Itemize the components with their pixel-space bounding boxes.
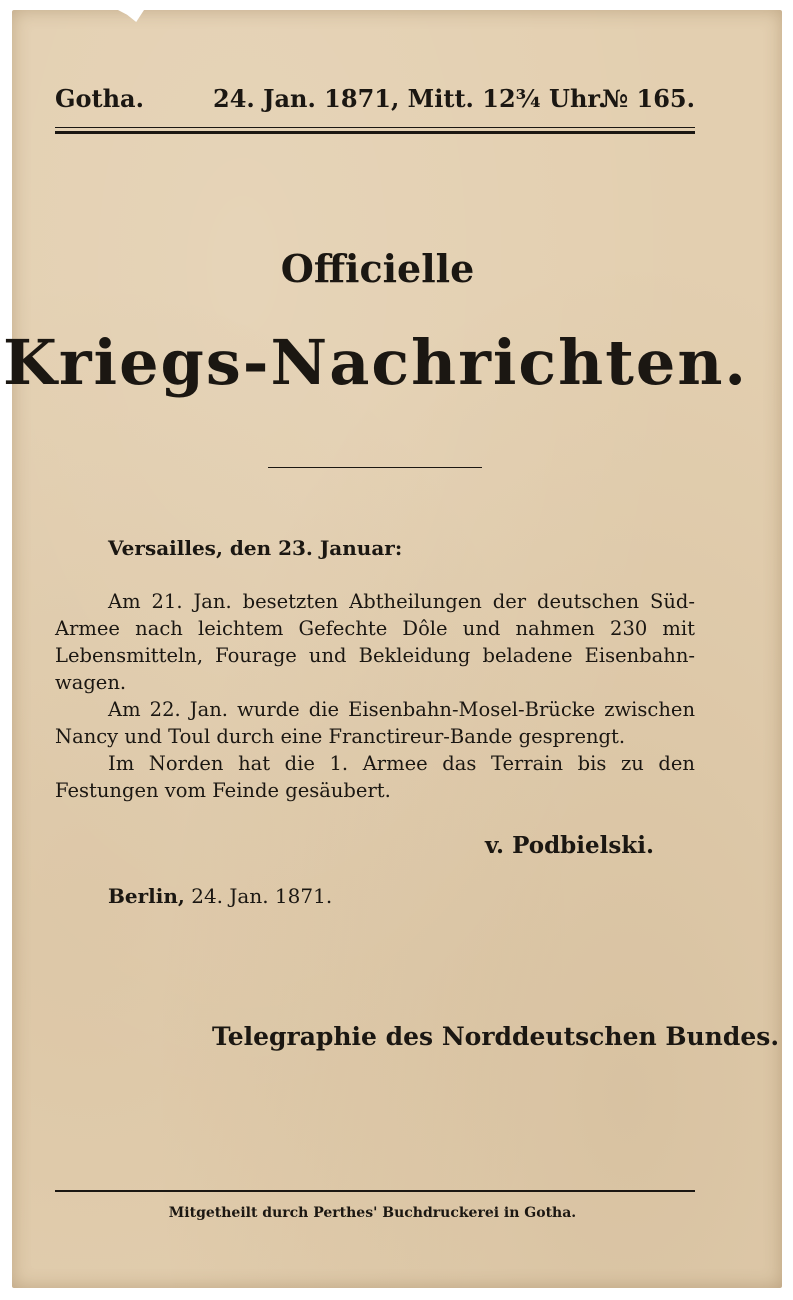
issue-header [55,84,695,124]
place-date-line [108,884,332,908]
signature: v. Podbielski. [485,832,654,859]
place-name: Berlin, [108,884,185,908]
header-date-time: 24. Jan. 1871, Mitt. 12¾ Uhr. [213,84,607,113]
title-divider [268,467,482,468]
report-dateline: Versailles, den 23. Januar: [108,536,403,560]
header-issue-number: № 165. [602,84,695,113]
title-line-officielle: Officielle [280,246,475,291]
report-body [55,588,695,804]
header-place: Gotha. [55,84,144,113]
place-date: 24. Jan. 1871. [191,884,333,908]
telegraph-service-label: Telegraphie des Norddeutschen Bundes. [212,1022,780,1051]
footer-rule [55,1190,695,1192]
report-paragraph-2: Am 22. Jan. wurde die Eisenbahn-Mosel-Brücke zwischen Nancy und Toul durch eine Franctireur-Bande gesprengt. [55,698,695,748]
report-paragraph-1: Am 21. Jan. besetzten Abtheilungen der deutschen Süd-Armee nach leichtem Gefechte Dôle und nahmen 230 mit Lebensmitteln, Fourage und Bekleidung beladene Eisenbahn-wagen. [55,590,695,694]
header-double-rule [55,127,695,134]
printer-footer: Mitgetheilt durch Perthes' Buchdruckerei in Gotha. [168,1205,577,1221]
report-paragraph-3: Im Norden hat die 1. Armee das Terrain bis zu den Festungen vom Feinde gesäubert. [55,752,695,802]
title-line-kriegs-nachrichten: Kriegs-Nachrichten. [2,326,748,399]
